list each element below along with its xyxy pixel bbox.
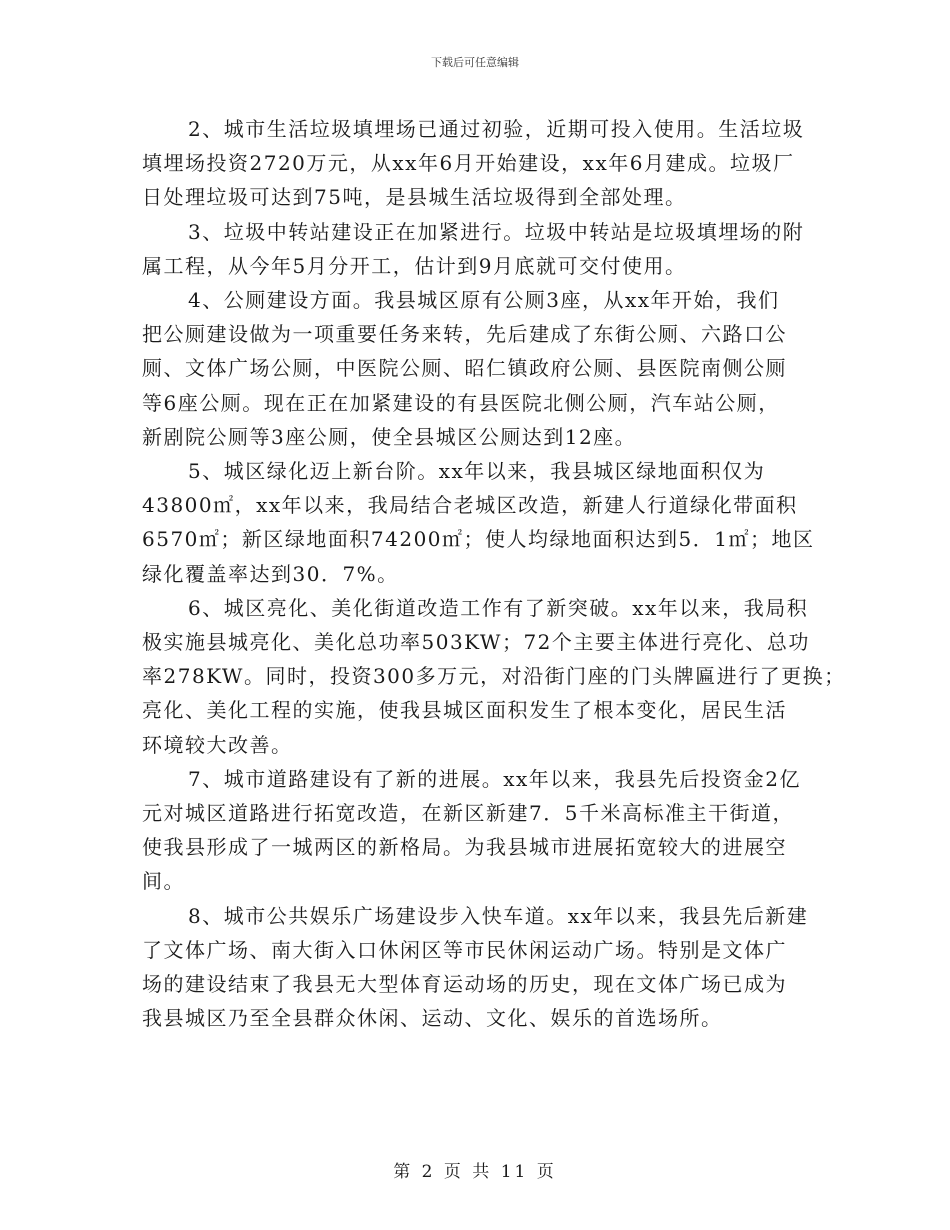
text-line: 4、公厕建设方面。我县城区原有公厕3座，从xx年开始，我们 xyxy=(188,288,780,313)
text-line: 我县城区乃至全县群众休闲、运动、文化、娱乐的首选场所。 xyxy=(142,1006,723,1031)
text-line: 了文体广场、南大街入口休闲区等市民休闲运动广场。特别是文体广 xyxy=(142,937,787,962)
text-line: 43800㎡，xx年以来，我局结合老城区改造，新建人行道绿化带面积 xyxy=(142,493,798,518)
text-line: 3、垃圾中转站建设正在加紧进行。垃圾中转站是垃圾填埋场的附 xyxy=(188,219,805,244)
text-line: 5、城区绿化迈上新台阶。xx年以来，我县城区绿地面积仅为 xyxy=(188,459,766,484)
paragraph-item-8 xyxy=(142,899,814,1036)
text-line: 2、城市生活垃圾填埋场已通过初验，近期可投入使用。生活垃圾 xyxy=(188,117,805,141)
document-body xyxy=(142,112,846,1035)
paragraph-item-4 xyxy=(142,283,814,454)
text-line: 等6座公厕。现在正在加紧建设的有县医院北侧公厕，汽车站公厕， xyxy=(142,390,780,415)
text-line: 把公厕建设做为一项重要任务来转，先后建成了东街公厕、六路口公 xyxy=(142,322,787,347)
text-line: 绿化覆盖率达到30．7%。 xyxy=(142,561,399,586)
page-number: 第 2 页 共 11 页 xyxy=(393,1162,557,1182)
text-line: 6570㎡；新区绿地面积74200㎡；使人均绿地面积达到5．1㎡；地区 xyxy=(142,527,815,552)
text-line: 填埋场投资2720万元，从xx年6月开始建设，xx年6月建成。垃圾厂 xyxy=(142,151,795,176)
text-line: 极实施县城亮化、美化总功率503KW；72个主要主体进行亮化、总功 xyxy=(142,630,810,655)
text-line: 使我县形成了一城两区的新格局。为我县城市进展拓宽较大的进展空 xyxy=(142,835,787,860)
paragraph-item-2 xyxy=(142,112,814,215)
paragraph-item-7 xyxy=(142,762,814,899)
paragraph-item-3 xyxy=(142,215,814,283)
paragraph-item-5 xyxy=(142,454,814,591)
text-line: 厕、文体广场公厕，中医院公厕、昭仁镇政府公厕、县医院南侧公厕 xyxy=(142,356,787,381)
text-line: 属工程，从今年5月分开工，估计到9月底就可交付使用。 xyxy=(142,253,687,278)
text-line: 日处理垃圾可达到75吨，是县城生活垃圾得到全部处理。 xyxy=(142,185,687,210)
text-line: 亮化、美化工程的实施，使我县城区面积发生了根本变化，居民生活 xyxy=(142,698,787,723)
text-line: 间。 xyxy=(142,869,185,894)
text-line: 新剧院公厕等3座公厕，使全县城区公厕达到12座。 xyxy=(142,424,637,449)
text-line: 8、城市公共娱乐广场建设步入快车道。xx年以来，我县先后新建 xyxy=(188,903,809,928)
paragraph-item-6 xyxy=(142,591,846,762)
text-line: 6、城区亮化、美化街道改造工作有了新突破。xx年以来，我局积 xyxy=(188,595,809,620)
text-line: 率278KW。同时，投资300多万元，对沿街门座的门头牌匾进行了更换； xyxy=(142,664,846,689)
page-header-note: 下载后可任意编辑 xyxy=(431,56,519,69)
text-line: 7、城市道路建设有了新的进展。xx年以来，我县先后投资金2亿 xyxy=(188,766,802,791)
text-line: 元对城区道路进行拓宽改造，在新区新建7．5千米高标准主干街道， xyxy=(142,801,794,826)
text-line: 场的建设结束了我县无大型体育运动场的历史，现在文体广场已成为 xyxy=(142,972,787,997)
text-line: 环境较大改善。 xyxy=(142,732,293,757)
